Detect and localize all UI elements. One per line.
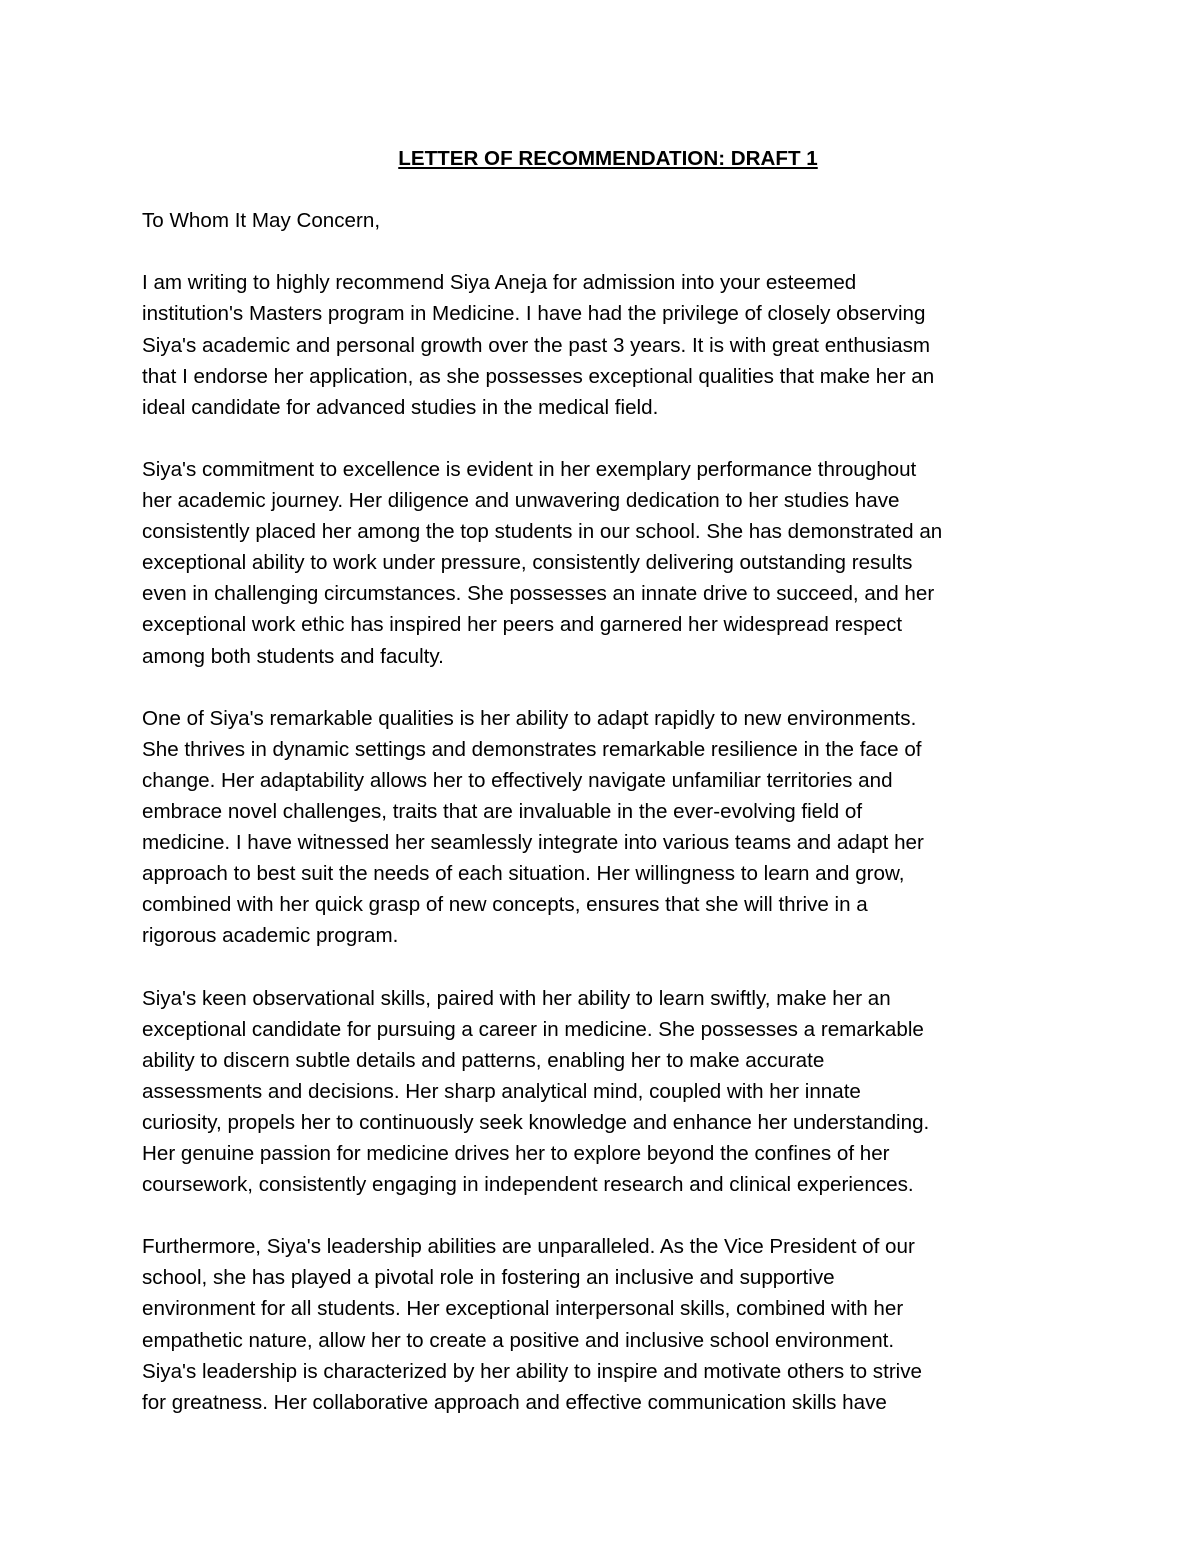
paragraph-line: combined with her quick grasp of new concepts, ensures that she will thrive in a — [142, 893, 868, 917]
paragraph-line: exceptional ability to work under pressure, consistently delivering outstanding results — [142, 551, 913, 575]
paragraph-line: curiosity, propels her to continuously seek knowledge and enhance her understanding. — [142, 1110, 930, 1134]
paragraph-line: ideal candidate for advanced studies in the medical field. — [142, 395, 659, 419]
salutation: To Whom It May Concern, — [142, 209, 381, 233]
letter-paragraphs — [142, 267, 1072, 1417]
paragraph-line: She thrives in dynamic settings and demonstrates remarkable resilience in the face of — [142, 737, 922, 761]
paragraph-line: change. Her adaptability allows her to effectively navigate unfamiliar territories and — [142, 768, 893, 792]
paragraph-line: exceptional candidate for pursuing a career in medicine. She possesses a remarkable — [142, 1017, 924, 1041]
paragraph-line: coursework, consistently engaging in independent research and clinical experiences. — [142, 1173, 914, 1197]
paragraph-line: One of Siya's remarkable qualities is her ability to adapt rapidly to new environments. — [142, 706, 917, 730]
paragraph-line: approach to best suit the needs of each situation. Her willingness to learn and grow, — [142, 862, 905, 886]
letter-paragraph — [142, 983, 1072, 1201]
paragraph-line: assessments and decisions. Her sharp analytical mind, coupled with her innate — [142, 1079, 861, 1103]
paragraph-line: exceptional work ethic has inspired her peers and garnered her widespread respect — [142, 613, 903, 637]
paragraph-line: Siya's leadership is characterized by her ability to inspire and motivate others to strive — [142, 1359, 922, 1383]
paragraph-line: empathetic nature, allow her to create a positive and inclusive school environment. — [142, 1328, 895, 1352]
letter-paragraph — [142, 267, 1072, 422]
paragraph-line: Siya's keen observational skills, paired with her ability to learn swiftly, make her an — [142, 986, 891, 1010]
paragraph-line: environment for all students. Her exceptional interpersonal skills, combined with her — [142, 1297, 904, 1321]
letter-title: LETTER OF RECOMMENDATION: DRAFT 1 — [398, 147, 818, 170]
letter-paragraph — [142, 703, 1072, 952]
letter-paragraph — [142, 1231, 1072, 1418]
paragraph-line: school, she has played a pivotal role in fostering an inclusive and supportive — [142, 1266, 835, 1290]
paragraph-line: even in challenging circumstances. She possesses an innate drive to succeed, and her — [142, 582, 935, 606]
paragraph-line: Siya's commitment to excellence is evident in her exemplary performance throughout — [142, 457, 917, 481]
paragraph-line: medicine. I have witnessed her seamlessly integrate into various teams and adapt her — [142, 831, 924, 855]
paragraph-line: her academic journey. Her diligence and unwavering dedication to her studies have — [142, 489, 900, 513]
paragraph-line: among both students and faculty. — [142, 644, 444, 668]
paragraph-line: embrace novel challenges, traits that are invaluable in the ever-evolving field of — [142, 799, 863, 823]
letter-paragraph — [142, 454, 1072, 672]
paragraph-line: Her genuine passion for medicine drives her to explore beyond the confines of her — [142, 1142, 890, 1165]
letter-body — [142, 143, 1072, 1449]
paragraph-line: institution's Masters program in Medicine. I have had the privilege of closely observing — [142, 302, 926, 326]
paragraph-line: I am writing to highly recommend Siya Aneja for admission into your esteemed — [142, 271, 857, 295]
paragraph-line: ability to discern subtle details and patterns, enabling her to make accurate — [142, 1048, 825, 1072]
paragraph-line: rigorous academic program. — [142, 924, 399, 948]
paragraph-line: Siya's academic and personal growth over the past 3 years. It is with great enthusiasm — [142, 333, 931, 357]
paragraph-line: that I endorse her application, as she possesses exceptional qualities that make her an — [142, 364, 935, 388]
paragraph-line: for greatness. Her collaborative approach and effective communication skills have — [142, 1390, 887, 1414]
paragraph-line: consistently placed her among the top students in our school. She has demonstrated an — [142, 520, 943, 544]
paragraph-line: Furthermore, Siya's leadership abilities are unparalleled. As the Vice President of our — [142, 1235, 915, 1259]
